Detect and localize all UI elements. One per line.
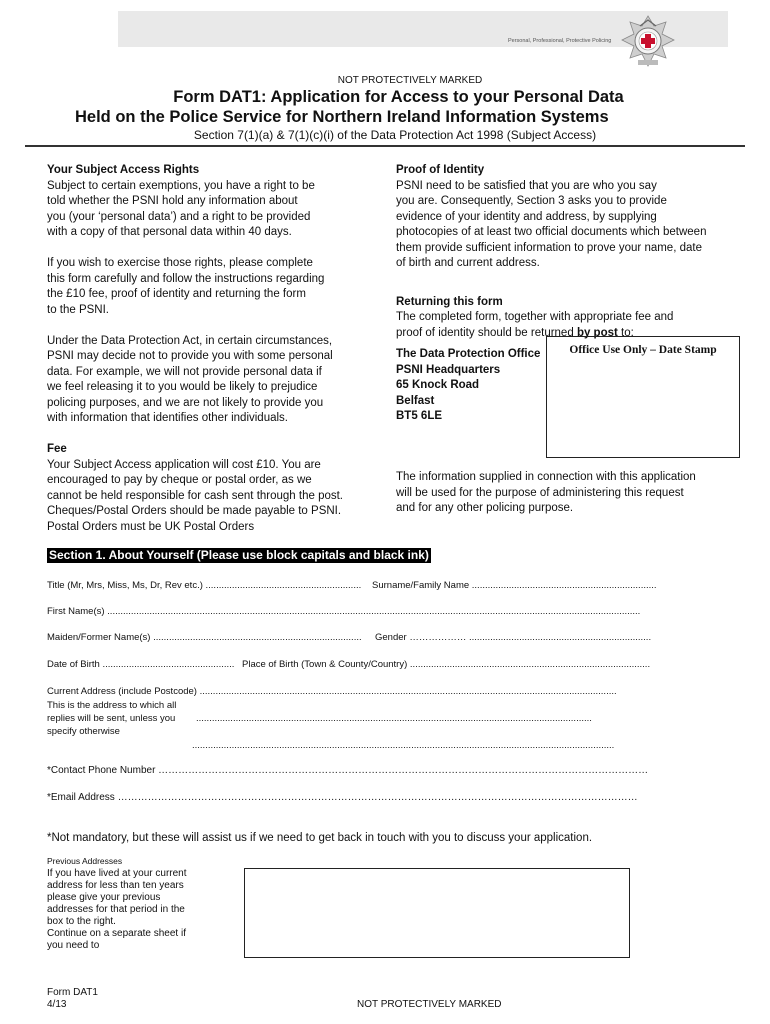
email-field[interactable]: *Email Address …………………………………………………………………………………………………………………………………………: [47, 792, 638, 803]
address-line-3[interactable]: ................................................................................................................................................................: [192, 740, 615, 751]
fee-heading: Fee: [47, 443, 67, 455]
place-of-birth-field[interactable]: Place of Birth (Town & County/Country) ...........................................................................................: [242, 659, 651, 670]
date-of-birth-field[interactable]: Date of Birth ..................................................: [47, 659, 235, 670]
address-line: Belfast: [396, 394, 435, 407]
previous-addresses-box[interactable]: [244, 868, 630, 958]
not-mandatory-note: *Not mandatory, but these will assist us if we need to get back in touch with you to discuss your application.: [47, 832, 593, 844]
address-line: BT5 6LE: [396, 410, 443, 422]
identity-text: PSNI need to be satisfied that you are who you say: [396, 179, 657, 192]
address-line: The Data Protection Office: [396, 348, 541, 360]
by-post-emphasis: by post: [576, 326, 618, 339]
rights-text: with information that identifies other individuals.: [47, 412, 288, 424]
section1-heading: Section 1. About Yourself (Please use block capitals and black ink): [49, 548, 429, 562]
returning-text: The completed form, together with appropriate fee and: [396, 311, 674, 323]
return-address: [396, 347, 540, 425]
title-divider: [25, 145, 745, 147]
form-subtitle: Section 7(1)(a) & 7(1)(c)(i) of the Data Protection Act 1998 (Subject Access): [193, 128, 597, 142]
info-use-text: The information supplied in connection with this application will be used for the purpose of administering this request and for any other policing purpose.: [396, 471, 696, 514]
protective-marking-bottom: NOT PROTECTIVELY MARKED: [357, 999, 502, 1010]
protective-marking-top: NOT PROTECTIVELY MARKED: [337, 75, 483, 86]
form-id: Form DAT1: [47, 987, 98, 998]
form-footer-id: [47, 987, 98, 1011]
rights-text: this form carefully and follow the instructions regarding: [47, 272, 325, 285]
rights-text: If you wish to exercise those rights, please complete: [47, 257, 313, 269]
psni-crest-icon: [616, 14, 680, 74]
rights-text: data. For example, we will not provide personal data if: [47, 365, 322, 378]
form-version: 4/13: [47, 999, 67, 1010]
returning-text-2: proof of identity should be returned by post to:: [396, 326, 634, 339]
title-field[interactable]: Title (Mr, Mrs, Miss, Ms, Dr, Rev etc.) ...........................................................: [47, 580, 362, 591]
form-title-line1: Form DAT1: Application for Access to your Personal Data: [173, 88, 624, 106]
rights-text: to the PSNI.: [47, 303, 110, 316]
tagline: Personal, Professional, Protective Policing: [508, 38, 612, 44]
fee-text: cannot be held responsible for cash sent through the post.: [47, 489, 344, 502]
rights-text: we feel releasing it to you would be likely to prejudice: [47, 381, 318, 393]
identity-heading: Proof of Identity: [396, 164, 485, 176]
stamp-label: Office Use Only – Date Stamp: [569, 344, 717, 356]
left-column: [47, 163, 377, 535]
form-title-line2: Held on the Police Service for Northern Ireland Information Systems: [75, 108, 609, 126]
first-names-field[interactable]: First Name(s) ..........................................................................................................................................................................................................: [47, 606, 641, 617]
rights-text: you (your ‘personal data’) and a right to be provided: [47, 210, 311, 223]
fee-text: encouraged to pay by cheque or postal order, as we: [47, 474, 312, 486]
identity-text: evidence of your identity and address, by supplying: [396, 210, 657, 223]
rights-text: Subject to certain exemptions, you have a right to be: [47, 179, 315, 192]
fee-text: Your Subject Access application will cost £10. You are: [47, 458, 321, 471]
rights-text: policing purposes, and we are not likely to provide you: [47, 396, 324, 409]
right-column: [396, 163, 726, 341]
address-line: 65 Knock Road: [396, 379, 480, 391]
current-address-field[interactable]: Current Address (include Postcode) ..............................................................................................................................................................: [47, 686, 617, 697]
address-line: PSNI Headquarters: [396, 363, 501, 376]
contact-phone-field[interactable]: *Contact Phone Number …………………………………………………………………………………………………………………………………: [47, 765, 649, 776]
rights-heading: Your Subject Access Rights: [47, 164, 200, 176]
identity-text: them provide sufficient information to prove your name, date: [396, 241, 702, 254]
fee-text: Postal Orders must be UK Postal Orders: [47, 520, 255, 533]
previous-addresses-title: Previous Addresses: [47, 856, 123, 866]
identity-text: photocopies of at least two official documents which between: [396, 226, 707, 238]
previous-addresses-instructions: If you have lived at your current address for less than ten years please give your previous addresses for that period in the box to the right. Continue on a separate sheet if you need to: [47, 868, 187, 951]
maiden-name-field[interactable]: Maiden/Former Name(s) ...............................................................................: [47, 632, 362, 643]
rights-text: with a copy of that personal data within 40 days.: [47, 226, 292, 238]
rights-text: the £10 fee, proof of identity and returning the form: [47, 288, 306, 300]
office-use-date-stamp-box: [546, 336, 740, 458]
identity-text: of birth and current address.: [396, 257, 540, 269]
identity-text: you are. Consequently, Section 3 asks you to provide: [396, 195, 667, 207]
gender-field[interactable]: Gender ……………… .....................................................................: [375, 632, 652, 643]
surname-field[interactable]: Surname/Family Name ......................................................................: [372, 580, 657, 591]
rights-text: Under the Data Protection Act, in certain circumstances,: [47, 334, 333, 347]
address-note: This is the address to which all replies will be sent, unless you specify otherwise: [47, 700, 177, 737]
rights-text: PSNI may decide not to provide you with some personal: [47, 350, 333, 362]
fee-text: Cheques/Postal Orders should be made payable to PSNI.: [47, 505, 342, 517]
rights-text: told whether the PSNI hold any information about: [47, 195, 298, 207]
returning-heading: Returning this form: [396, 295, 503, 308]
address-line-2[interactable]: ......................................................................................................................................................: [196, 713, 592, 724]
